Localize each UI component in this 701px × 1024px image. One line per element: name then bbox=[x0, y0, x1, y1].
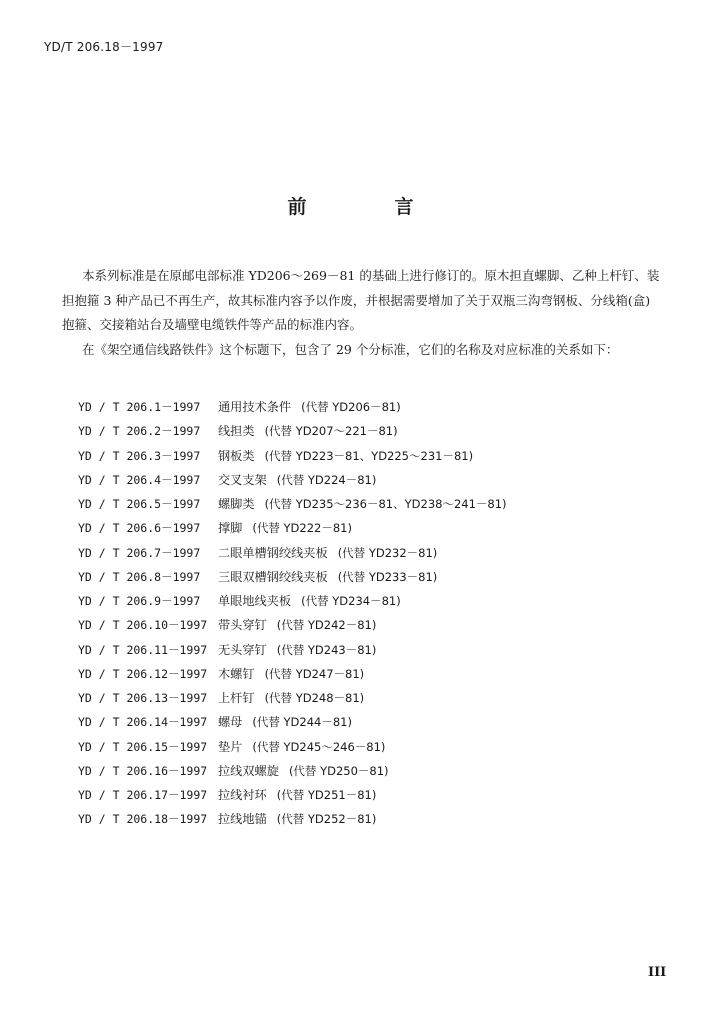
standard-code: YD / T 206.12－1997 bbox=[78, 666, 208, 681]
standard-name: 交叉支架 bbox=[218, 472, 267, 487]
standard-name: 通用技术条件 bbox=[218, 400, 292, 414]
standard-name: 垫片 bbox=[218, 739, 243, 754]
standard-code: YD / T 206.14－1997 bbox=[78, 715, 208, 730]
standard-name: 带头穿钉 bbox=[218, 618, 267, 633]
standard-name: 拉线双螺旋 bbox=[218, 763, 279, 778]
replaces-note: (代替 YD234－81) bbox=[301, 594, 401, 608]
list-item bbox=[78, 662, 507, 686]
list-item bbox=[78, 638, 507, 662]
replaces-note: (代替 YD206－81) bbox=[301, 400, 401, 414]
standard-code: YD / T 206.5－1997 bbox=[78, 497, 201, 511]
list-item bbox=[78, 759, 507, 783]
list-item bbox=[78, 541, 507, 565]
standard-name: 上杆钉 bbox=[218, 691, 255, 705]
standard-name: 螺母 bbox=[218, 715, 243, 730]
replaces-note: (代替 YD224－81) bbox=[276, 472, 377, 487]
standard-code: YD / T 206.2－1997 bbox=[78, 424, 201, 439]
replaces-note: (代替 YD250－81) bbox=[288, 763, 389, 778]
standard-number-header: YD/T 206.18－1997 bbox=[44, 40, 164, 54]
standard-code: YD / T 206.13－1997 bbox=[78, 691, 208, 705]
replaces-note: (代替 YD233－81) bbox=[337, 569, 438, 584]
intro-section bbox=[62, 264, 662, 363]
standard-code: YD / T 206.7－1997 bbox=[78, 545, 201, 560]
standard-name: 二眼单槽钢绞线夹板 bbox=[218, 545, 328, 560]
standard-name: 拉线地锚 bbox=[218, 812, 267, 827]
list-item bbox=[78, 444, 507, 468]
standard-code: YD / T 206.17－1997 bbox=[78, 788, 208, 802]
standard-name: 撑脚 bbox=[218, 521, 243, 536]
standard-code: YD / T 206.1－1997 bbox=[78, 400, 201, 414]
standard-code: YD / T 206.10－1997 bbox=[78, 618, 208, 633]
list-item bbox=[78, 613, 507, 637]
standard-code: YD / T 206.11－1997 bbox=[78, 642, 208, 657]
replaces-note: (代替 YD247－81) bbox=[264, 666, 365, 681]
list-item bbox=[78, 807, 507, 831]
list-item bbox=[78, 492, 507, 516]
replaces-note: (代替 YD235～236－81、YD238～241－81) bbox=[264, 497, 507, 511]
replaces-note: (代替 YD223－81、YD225～231－81) bbox=[264, 448, 474, 463]
intro-paragraph: 本系列标准是在原邮电部标准 YD206～269－81 的基础上进行修订的。原木担直螺脚、乙种上杆钉、装担抱箍 3 种产品已不再生产，故其标准内容予以作废，并根据需要增加了关于双瓶三沟弯钢板、分线箱(盒)抱箍、交接箱站台及墙壁电缆铁件等产品的标准内容。 bbox=[62, 268, 660, 333]
page-number: III bbox=[648, 965, 667, 980]
standard-name: 螺脚类 bbox=[218, 497, 255, 511]
standards-list bbox=[78, 395, 507, 832]
list-item bbox=[78, 516, 507, 540]
standard-name: 钢板类 bbox=[218, 448, 255, 463]
list-item bbox=[78, 419, 507, 443]
replaces-note: (代替 YD248－81) bbox=[264, 691, 365, 705]
standard-name: 木螺钉 bbox=[218, 666, 255, 681]
page-title: 前言 bbox=[287, 196, 502, 218]
replaces-note: (代替 YD251－81) bbox=[276, 788, 377, 802]
list-item bbox=[78, 686, 507, 710]
standard-name: 线担类 bbox=[218, 424, 255, 439]
replaces-note: (代替 YD245～246－81) bbox=[252, 739, 386, 754]
replaces-note: (代替 YD222－81) bbox=[252, 521, 352, 536]
list-item bbox=[78, 735, 507, 759]
intro-paragraph: 在《架空通信线路铁件》这个标题下，包含了 29 个分标准，它们的名称及对应标准的关系如下： bbox=[82, 342, 619, 358]
standard-code: YD / T 206.6－1997 bbox=[78, 521, 201, 536]
list-item bbox=[78, 589, 507, 613]
replaces-note: (代替 YD252－81) bbox=[276, 812, 377, 827]
standard-code: YD / T 206.3－1997 bbox=[78, 448, 201, 463]
replaces-note: (代替 YD244－81) bbox=[252, 715, 352, 730]
standard-code: YD / T 206.8－1997 bbox=[78, 569, 201, 584]
list-item bbox=[78, 710, 507, 734]
list-item bbox=[78, 468, 507, 492]
standard-name: 三眼双槽钢绞线夹板 bbox=[218, 569, 328, 584]
list-item bbox=[78, 565, 507, 589]
standard-name: 无头穿钉 bbox=[218, 642, 267, 657]
replaces-note: (代替 YD243－81) bbox=[276, 642, 377, 657]
replaces-note: (代替 YD232－81) bbox=[337, 545, 438, 560]
replaces-note: (代替 YD207～221－81) bbox=[264, 424, 398, 439]
standard-code: YD / T 206.4－1997 bbox=[78, 472, 201, 487]
standard-code: YD / T 206.9－1997 bbox=[78, 594, 201, 608]
standard-name: 拉线衬环 bbox=[218, 788, 267, 802]
standard-code: YD / T 206.18－1997 bbox=[78, 812, 208, 827]
standard-code: YD / T 206.15－1997 bbox=[78, 739, 208, 754]
standard-code: YD / T 206.16－1997 bbox=[78, 763, 208, 778]
list-item bbox=[78, 783, 507, 807]
standard-name: 单眼地线夹板 bbox=[218, 594, 292, 608]
replaces-note: (代替 YD242－81) bbox=[276, 618, 377, 633]
list-item bbox=[78, 395, 507, 419]
